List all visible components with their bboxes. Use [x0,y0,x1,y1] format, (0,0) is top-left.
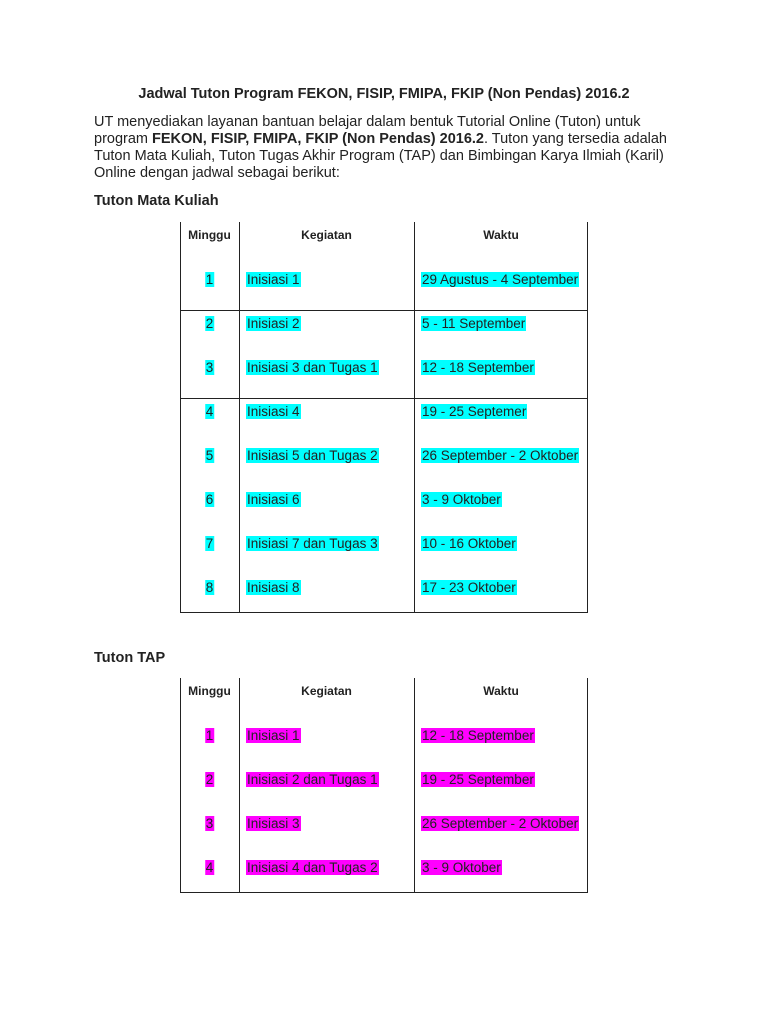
waktu-value: 29 Agustus - 4 September [422,272,579,287]
table-column-line [587,222,588,612]
header-label: Waktu [483,228,519,242]
kegiatan-cell [239,722,414,766]
minggu-value: 4 [205,860,214,875]
table-column-line [180,678,181,892]
minggu-value: 2 [205,772,214,787]
table-column-line [414,222,415,612]
table-header-row [180,678,588,722]
header-cell [239,678,414,722]
minggu-cell [180,766,239,810]
minggu-value: 1 [205,272,214,287]
waktu-cell [414,310,588,354]
waktu-value: 19 - 25 September [422,772,534,787]
kegiatan-cell [239,310,414,354]
table-row [180,442,588,486]
minggu-value: 6 [205,492,214,507]
minggu-value: 3 [205,360,214,375]
kegiatan-value: Inisiasi 2 [247,316,300,331]
waktu-cell [414,766,588,810]
minggu-cell [180,486,239,530]
kegiatan-value: Inisiasi 3 dan Tugas 1 [247,360,378,375]
header-cell [414,678,588,722]
kegiatan-value: Inisiasi 6 [247,492,300,507]
waktu-value: 12 - 18 September [422,360,534,375]
kegiatan-value: Inisiasi 2 dan Tugas 1 [247,772,378,787]
kegiatan-value: Inisiasi 7 dan Tugas 3 [247,536,378,551]
table-column-line [239,678,240,892]
minggu-value: 7 [205,536,214,551]
waktu-value: 26 September - 2 Oktober [422,448,579,463]
minggu-cell [180,722,239,766]
table-row [180,530,588,574]
intro-text-1: UT menyediakan layanan bantuan belajar dalam bentuk Tutorial Online (Tuton) untuk program [94,114,641,147]
intro-paragraph [94,114,674,182]
header-label: Minggu [188,684,231,698]
waktu-value: 17 - 23 Oktober [422,580,516,595]
header-label: Kegiatan [301,228,352,242]
waktu-value: 3 - 9 Oktober [422,492,501,507]
minggu-value: 1 [205,728,214,743]
kegiatan-value: Inisiasi 4 [247,404,300,419]
table-row [180,766,588,810]
waktu-value: 12 - 18 September [422,728,534,743]
waktu-cell [414,722,588,766]
table-row-line [180,398,588,399]
waktu-value: 3 - 9 Oktober [422,860,501,875]
waktu-cell [414,354,588,398]
kegiatan-value: Inisiasi 1 [247,272,300,287]
document-title: Jadwal Tuton Program FEKON, FISIP, FMIPA, FKIP (Non Pendas) 2016.2 [138,86,630,102]
heading-tuton-tap: Tuton TAP [94,650,166,666]
intro-program-bold: FEKON, FISIP, FMIPA, FKIP (Non Pendas) 2016.2 [152,131,484,147]
kegiatan-value: Inisiasi 5 dan Tugas 2 [247,448,378,463]
table-tuton-tap [180,678,588,898]
minggu-value: 5 [205,448,214,463]
table-header-row [180,222,588,266]
table-column-line [587,678,588,892]
header-cell [180,678,239,722]
kegiatan-cell [239,266,414,310]
kegiatan-cell [239,810,414,854]
kegiatan-value: Inisiasi 3 [247,816,300,831]
table-bottom-line [180,892,588,893]
kegiatan-cell [239,354,414,398]
table-row [180,354,588,398]
minggu-value: 3 [205,816,214,831]
kegiatan-value: Inisiasi 1 [247,728,300,743]
table-row [180,810,588,854]
kegiatan-cell [239,486,414,530]
header-label: Kegiatan [301,684,352,698]
kegiatan-value: Inisiasi 8 [247,580,300,595]
waktu-cell [414,810,588,854]
waktu-cell [414,398,588,442]
kegiatan-cell [239,530,414,574]
waktu-cell [414,442,588,486]
kegiatan-value: Inisiasi 4 dan Tugas 2 [247,860,378,875]
header-label: Minggu [188,228,231,242]
minggu-cell [180,354,239,398]
heading-tuton-mata-kuliah: Tuton Mata Kuliah [94,193,219,209]
table-row [180,722,588,766]
waktu-value: 10 - 16 Oktober [422,536,516,551]
minggu-cell [180,442,239,486]
table-bottom-line [180,612,588,613]
waktu-cell [414,486,588,530]
waktu-value: 19 - 25 Septemer [422,404,527,419]
minggu-value: 4 [205,404,214,419]
table-tuton-mata-kuliah [180,222,588,618]
waktu-cell [414,530,588,574]
minggu-cell [180,266,239,310]
kegiatan-cell [239,766,414,810]
table-column-line [239,222,240,612]
table-column-line [414,678,415,892]
header-cell [414,222,588,266]
table-row [180,398,588,442]
header-label: Waktu [483,684,519,698]
minggu-cell [180,810,239,854]
table-column-line [180,222,181,612]
minggu-cell [180,530,239,574]
minggu-cell [180,398,239,442]
kegiatan-cell [239,442,414,486]
intro-text-2: . Tuton yang tersedia adalah Tuton Mata Kuliah, Tuton Tugas Akhir Program (TAP) dan Bimbingan Karya Ilmiah (Karil) Online dengan jadwal sebagai berikut: [94,131,667,181]
waktu-value: 5 - 11 September [422,316,526,331]
header-cell [180,222,239,266]
minggu-value: 2 [205,316,214,331]
header-cell [239,222,414,266]
minggu-value: 8 [205,580,214,595]
table-row [180,266,588,310]
table-row-line [180,310,588,311]
waktu-cell [414,266,588,310]
waktu-value: 26 September - 2 Oktober [422,816,579,831]
table-row [180,310,588,354]
kegiatan-cell [239,398,414,442]
table-row [180,486,588,530]
minggu-cell [180,310,239,354]
